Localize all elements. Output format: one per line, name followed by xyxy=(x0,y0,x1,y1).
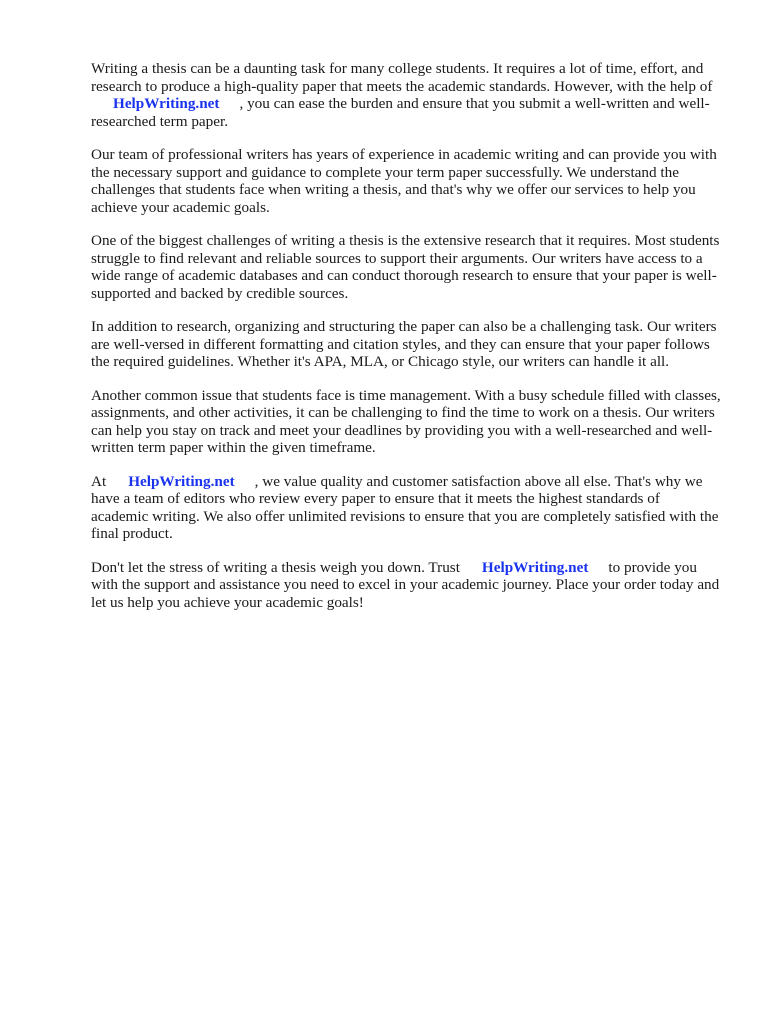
document-page xyxy=(91,60,721,627)
paragraph-quality xyxy=(91,473,721,543)
helpwriting-link[interactable]: HelpWriting.net xyxy=(113,95,220,112)
paragraph-team: Our team of professional writers has years of experience in academic writing and can provide you with the necessary support and guidance to complete your term paper successfully. We understand the challenges that students face when writing a thesis, and that's why we offer our services to help you achieve your academic goals. xyxy=(91,146,717,216)
paragraph-research: One of the biggest challenges of writing a thesis is the extensive research that it requires. Most students struggle to find relevant and reliable sources to support their arguments. Our writers have access to a wide range of academic databases and can conduct thorough research to ensure that your paper is well-supported and backed by credible sources. xyxy=(91,232,720,302)
paragraph-text: , you can ease the burden and ensure that you submit a well-written and well-researched term paper. xyxy=(91,95,710,130)
paragraph-formatting: In addition to research, organizing and structuring the paper can also be a challenging task. Our writers are well-versed in different formatting and citation styles, and they can ensure that your paper follows the required guidelines. Whether it's APA, MLA, or Chicago style, our writers can handle it all. xyxy=(91,318,717,370)
paragraph-time-management: Another common issue that students face is time management. With a busy schedule filled with classes, assignments, and other activities, it can be challenging to find the time to work on a thesis. Our writers can help you stay on track and meet your deadlines by providing you with a well-researched and well-written term paper within the given timeframe. xyxy=(91,386,721,456)
paragraph-text: Don't let the stress of writing a thesis weigh you down. Trust xyxy=(91,558,460,576)
helpwriting-link[interactable]: HelpWriting.net xyxy=(128,472,235,490)
helpwriting-link[interactable]: HelpWriting.net xyxy=(481,558,589,576)
paragraph-intro xyxy=(91,60,721,130)
paragraph-text: , we value quality and customer satisfaction above all else. That's why we have a team of editors who review every paper to ensure that it meets the highest standards of academic writing. We also offer unlimited revisions to ensure that you are completely satisfied with the final product. xyxy=(91,472,719,542)
paragraph-text: Writing a thesis can be a daunting task for many college students. It requires a lot of time, effort, and research to produce a high-quality paper that meets the academic standards. However, with the help of xyxy=(91,60,713,95)
paragraph-text: to provide you with the support and assistance you need to excel in your academic journey. Place your order today and let us help you achieve your academic goals! xyxy=(91,558,720,611)
paragraph-closing xyxy=(91,559,721,612)
paragraph-text: At xyxy=(91,472,107,490)
